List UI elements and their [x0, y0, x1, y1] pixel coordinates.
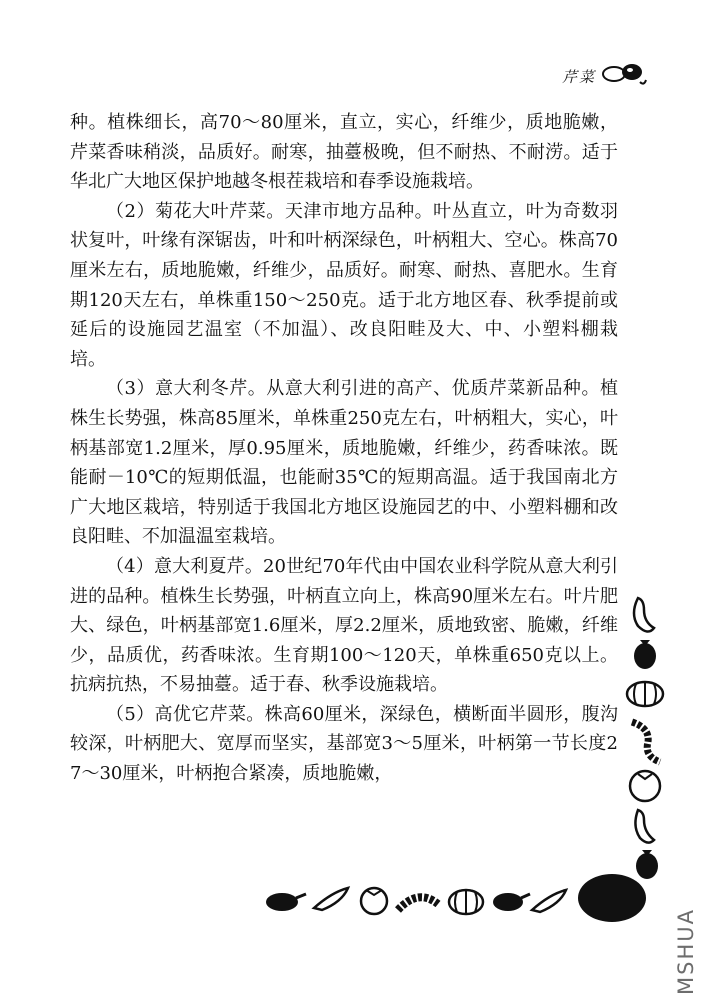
cucumber-icon — [532, 890, 566, 912]
vegetable-ornament-icon — [600, 58, 648, 88]
eggplant-icon — [634, 640, 656, 669]
cucumber-icon — [634, 598, 654, 632]
running-header: 芹菜 — [561, 68, 596, 86]
cucumber-icon — [314, 888, 348, 910]
pumpkin-icon — [627, 682, 663, 706]
tomato-icon — [361, 888, 387, 914]
vegetable-column-decoration — [620, 590, 670, 890]
tomato-icon — [630, 771, 660, 801]
paragraph-5: （5）高优它芹菜。株高60厘米，深绿色，横断面半圆形，腹沟较深，叶柄肥大、宽厚而坚实，基部宽3～5厘米，叶柄第一节长度27～30厘米，叶柄抱合紧凑，质地脆嫩， — [70, 703, 618, 785]
vegetable-row-decoration — [262, 868, 650, 928]
paragraph-1: 种。植株细长，高70～80厘米，直立，实心，纤维少，质地脆嫩，芹菜香味稍淡，品质好。耐寒，抽薹极晚，但不耐热、不耐涝。适于华北广大地区保护地越冬根茬栽培和春季设施栽培。 — [70, 112, 618, 193]
bitter-melon-icon — [632, 722, 660, 762]
eggplant-icon — [493, 893, 530, 911]
paragraph-2: （2）菊花大叶芹菜。天津市地方品种。叶丛直立，叶为奇数羽状复叶，叶缘有深锯齿，叶和叶柄深绿色，叶柄粗大、空心。株高70厘米左右，质地脆嫩，纤维少，品质好。耐寒、耐热、喜肥水。生育期120天左右，单株重150～250克。适于北方地区春、秋季提前或延后的设施园艺温室（不加温）、改良阳畦及大、中、小塑料棚栽培。 — [70, 200, 618, 370]
bitter-melon-icon — [398, 897, 438, 910]
pumpkin-icon — [449, 890, 483, 914]
paragraph-4: （4）意大利夏芹。20世纪70年代由中国农业科学院从意大利引进的品种。植株生长势强，叶柄直立向上，株高90厘米左右。叶片肥大、绿色，叶柄基部宽1.6厘米，厚2.2厘米，质地致密、脆嫩，纤维少，品质优，药香味浓。生育期100～120天，单株重650克以上。抗病抗热，不易抽薹。适于春、秋季设施栽培。 — [70, 555, 618, 696]
cucumber-icon — [635, 810, 654, 843]
eggplant-icon — [266, 893, 306, 911]
body-text — [70, 108, 618, 789]
paragraph-3: （3）意大利冬芹。从意大利引进的高产、优质芹菜新品种。植株生长势强，株高85厘米，单株重250克左右，叶柄粗大，实心，叶柄基部宽1.2厘米，厚0.95厘米，质地脆嫩，纤维少，药香味浓。既能耐－10℃的短期低温，也能耐35℃的短期高温。适于我国南北方广大地区栽培，特别适于我国北方地区设施园艺的中、小塑料棚和改良阳畦、不加温温室栽培。 — [70, 378, 618, 548]
pumpkin-icon — [578, 874, 646, 922]
watermark: MSHUA — [674, 908, 698, 995]
